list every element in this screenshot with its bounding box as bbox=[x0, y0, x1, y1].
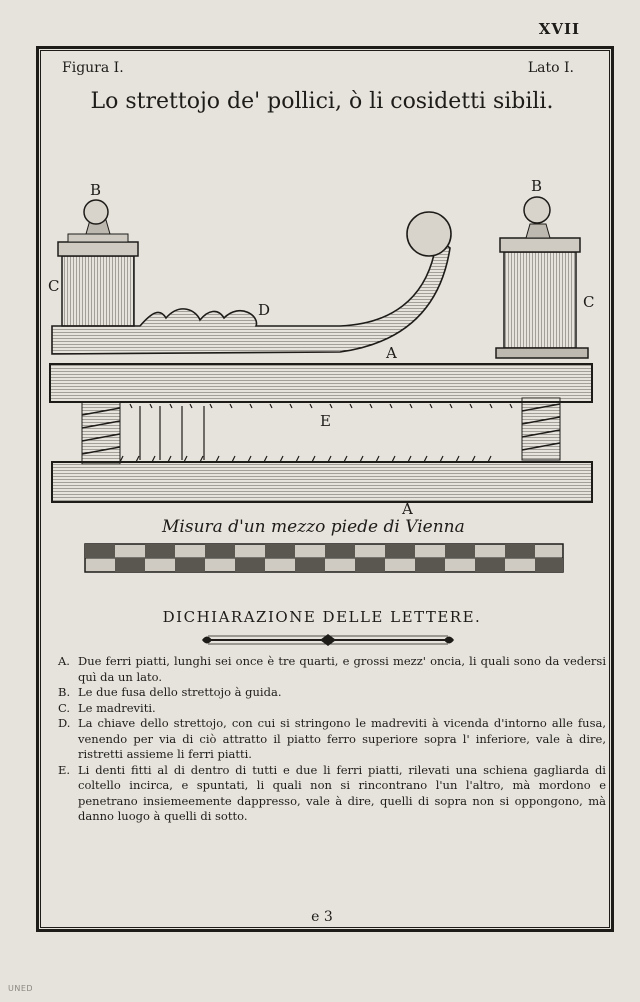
legend-list bbox=[58, 654, 606, 825]
left-nut bbox=[58, 200, 138, 326]
label-d: D bbox=[258, 301, 271, 319]
lower-flat-iron bbox=[52, 462, 592, 502]
ornamental-rule bbox=[202, 633, 454, 647]
legend-key: A. bbox=[58, 654, 70, 668]
label-b-left: B bbox=[90, 181, 102, 199]
legend-text: Le madreviti. bbox=[78, 700, 156, 715]
legend-item bbox=[58, 701, 606, 717]
legend-key: E. bbox=[58, 762, 71, 777]
right-spindle-screw bbox=[522, 398, 560, 460]
label-c-left: C bbox=[48, 277, 60, 295]
legend-text: Li denti fitti al di dentro di tutti e due li ferri piatti, rilevati una schiena gagliarda di coltello incirca, e spuntati, li quali non si rincontrano l'un l'altro, mà mordono e penetrano insiemeemente dappresso, vale à dire, quelli di sopra non si oppongono, mà danno luogo à quelli di sotto. bbox=[78, 762, 606, 823]
label-b-right: B bbox=[531, 177, 543, 195]
page-number: XVII bbox=[538, 20, 580, 38]
legend-item bbox=[58, 654, 606, 685]
teeth bbox=[120, 404, 512, 462]
right-nut bbox=[496, 197, 588, 358]
signature-mark: e 3 bbox=[311, 909, 333, 925]
figure-label: Figura I. bbox=[62, 60, 124, 76]
side-label: Lato I. bbox=[527, 60, 574, 76]
label-a-bottom: A bbox=[402, 500, 413, 515]
legend-text: La chiave dello strettojo, con cui si stringono le madreviti à vicenda d'intorno alle fusa, venendo per via di ciò attratto il piatto ferro superiore sopra l' inferiore, vale à dire, ristretti assieme li ferri piatti. bbox=[78, 716, 606, 761]
plate-title: Lo strettojo de' pollici, ò li cosidetti sibili. bbox=[90, 89, 554, 114]
legend-item bbox=[58, 685, 606, 701]
label-e: E bbox=[320, 412, 331, 430]
scale-caption: Misura d'un mezzo piede di Vienna bbox=[162, 517, 465, 537]
legend-item bbox=[58, 716, 606, 763]
legend-heading: DICHIARAZIONE DELLE LETTERE. bbox=[162, 608, 482, 626]
legend-text: Due ferri piatti, lunghi sei once è tre quarti, e grossi mezz' oncia, li quali sono da vedersi quì da un lato. bbox=[78, 654, 606, 684]
left-spindle-screw bbox=[82, 402, 120, 464]
label-a-top: A bbox=[386, 344, 397, 362]
thumbscrew-engraving bbox=[40, 170, 600, 515]
legend-key: D. bbox=[58, 716, 71, 730]
legend-item bbox=[58, 763, 606, 825]
legend-text: Le due fusa dello strettojo à guida. bbox=[78, 685, 282, 699]
legend-key: C. bbox=[58, 700, 71, 715]
upper-flat-iron bbox=[50, 364, 592, 402]
library-stamp: UNED bbox=[8, 984, 34, 993]
scale-bar bbox=[84, 543, 564, 573]
legend-key: B. bbox=[58, 685, 71, 699]
label-c-right: C bbox=[583, 293, 595, 311]
